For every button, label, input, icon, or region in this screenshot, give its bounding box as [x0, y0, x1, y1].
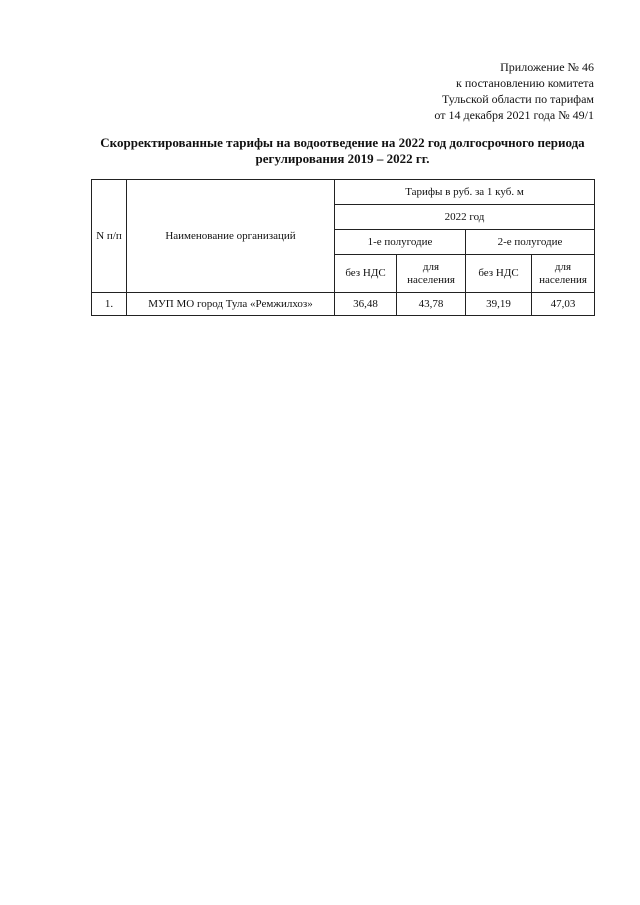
header-row-number: N п/п: [92, 180, 127, 293]
header-second-half-no-vat: без НДС: [466, 255, 532, 293]
second-half-no-vat-value: 39,19: [466, 293, 532, 316]
header-second-half: 2-е полугодие: [466, 230, 595, 255]
tariff-table: [91, 179, 595, 316]
header-organization: Наименование организаций: [127, 180, 335, 293]
header-tariffs: Тарифы в руб. за 1 куб. м: [335, 180, 595, 205]
annex-header: [434, 59, 594, 123]
annex-number: Приложение № 46: [500, 60, 594, 74]
table-row: [92, 293, 595, 316]
annex-date: от 14 декабря 2021 года № 49/1: [434, 108, 594, 122]
annex-reference: к постановлению комитета: [456, 76, 594, 90]
second-half-population-value: 47,03: [532, 293, 595, 316]
document-title-line2: регулирования 2019 – 2022 гг.: [255, 151, 430, 166]
header-year: 2022 год: [335, 205, 595, 230]
header-second-half-population: для населения: [532, 255, 595, 293]
row-number: 1.: [92, 293, 127, 316]
first-half-no-vat-value: 36,48: [335, 293, 397, 316]
document-title: [60, 135, 625, 167]
document-title-line1: Скорректированные тарифы на водоотведение на 2022 год долгосрочного периода: [100, 135, 585, 150]
header-first-half-population: для населения: [397, 255, 466, 293]
organization-name: МУП МО город Тула «Ремжилхоз»: [127, 293, 335, 316]
header-first-half: 1-е полугодие: [335, 230, 466, 255]
first-half-population-value: 43,78: [397, 293, 466, 316]
annex-authority: Тульской области по тарифам: [441, 92, 594, 106]
header-first-half-no-vat: без НДС: [335, 255, 397, 293]
